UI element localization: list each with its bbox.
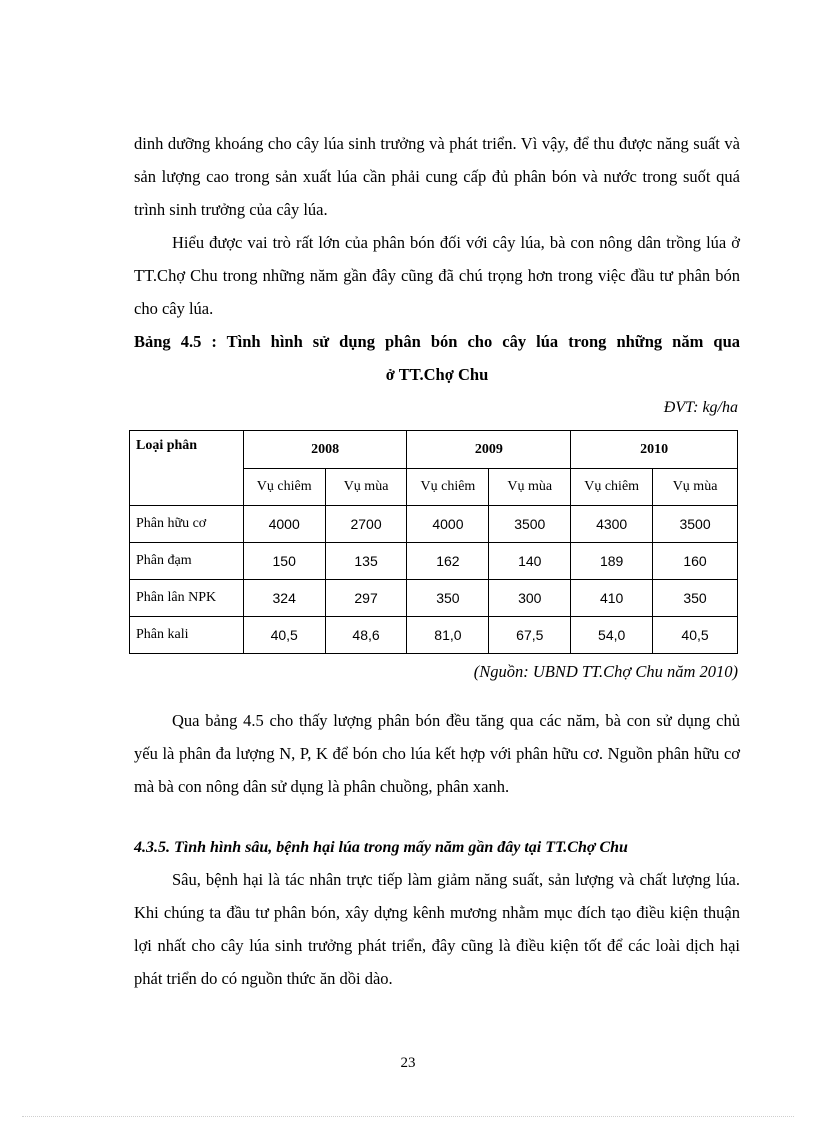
unit-note: ĐVT: kg/ha xyxy=(663,399,738,416)
table-cell: 140 xyxy=(489,543,571,580)
row-label: Phân đạm xyxy=(130,543,244,580)
table-row xyxy=(130,617,738,654)
table-cell: 162 xyxy=(407,543,489,580)
paragraph-pests: Sâu, bệnh hại là tác nhân trực tiếp làm giảm năng suất, sản lượng và chất lượng lúa. Khi chúng ta đầu tư phân bón, xây dựng kênh mương nhằm mục đích tạo điều kiện thuận lợi nhất cho cây lúa sinh trưởng phát triển, đây cũng là điều kiện tốt để các loài dịch hại phát triển do có nguồn thức ăn dồi dào. xyxy=(134,870,740,988)
header-season: Vụ chiêm xyxy=(407,469,489,506)
table-cell: 300 xyxy=(489,580,571,617)
table-cell: 48,6 xyxy=(325,617,407,654)
paragraph-nutrition: dinh dưỡng khoáng cho cây lúa sinh trưởng và phát triển. Vì vậy, để thu được năng suất và sản lượng cao trong sản xuất lúa cần phải cung cấp đủ phân bón và nước trong suốt quá trình sinh trưởng của cây lúa. xyxy=(134,134,740,219)
header-season: Vụ chiêm xyxy=(243,469,325,506)
header-season: Vụ mùa xyxy=(489,469,571,506)
header-season: Vụ chiêm xyxy=(571,469,653,506)
row-label: Phân hữu cơ xyxy=(130,506,244,543)
table-caption-line1: Bảng 4.5 : Tình hình sử dụng phân bón cho cây lúa trong những năm qua xyxy=(134,332,740,351)
table-cell: 410 xyxy=(571,580,653,617)
fertilizer-table xyxy=(129,430,738,654)
section-heading: 4.3.5. Tình hình sâu, bệnh hại lúa trong mấy năm gần đây tại TT.Chợ Chu xyxy=(134,839,628,856)
header-year: 2008 xyxy=(243,431,407,469)
table-row xyxy=(130,580,738,617)
table-cell: 40,5 xyxy=(243,617,325,654)
table-row xyxy=(130,543,738,580)
header-year: 2010 xyxy=(571,431,738,469)
row-label: Phân lân NPK xyxy=(130,580,244,617)
table-cell: 3500 xyxy=(489,506,571,543)
table-cell: 4300 xyxy=(571,506,653,543)
header-season: Vụ mùa xyxy=(653,469,738,506)
table-cell: 324 xyxy=(243,580,325,617)
footer-divider xyxy=(22,1116,794,1117)
paragraph-fertilizer-role: Hiểu được vai trò rất lớn của phân bón đối với cây lúa, bà con nông dân trồng lúa ở TT.Chợ Chu trong những năm gần đây cũng đã chú trọng hơn trong việc đầu tư phân bón cho cây lúa. xyxy=(134,233,740,318)
table-cell: 4000 xyxy=(243,506,325,543)
table-cell: 81,0 xyxy=(407,617,489,654)
table-caption xyxy=(134,325,740,391)
table-cell: 189 xyxy=(571,543,653,580)
table-cell: 160 xyxy=(653,543,738,580)
table-cell: 350 xyxy=(407,580,489,617)
table-header-years xyxy=(130,431,738,469)
table-cell: 297 xyxy=(325,580,407,617)
header-fertilizer-type: Loại phân xyxy=(130,431,244,506)
paragraph-table-analysis: Qua bảng 4.5 cho thấy lượng phân bón đều tăng qua các năm, bà con sử dụng chủ yếu là phân đa lượng N, P, K để bón cho lúa kết hợp với phân hữu cơ. Nguồn phân hữu cơ mà bà con nông dân sử dụng là phân chuồng, phân xanh. xyxy=(134,711,740,796)
table-cell: 350 xyxy=(653,580,738,617)
table-cell: 54,0 xyxy=(571,617,653,654)
table-cell: 135 xyxy=(325,543,407,580)
table-row xyxy=(130,506,738,543)
source-note: (Nguồn: UBND TT.Chợ Chu năm 2010) xyxy=(473,662,738,681)
table-cell: 67,5 xyxy=(489,617,571,654)
table-cell: 3500 xyxy=(653,506,738,543)
header-season: Vụ mùa xyxy=(325,469,407,506)
table-cell: 40,5 xyxy=(653,617,738,654)
table-cell: 2700 xyxy=(325,506,407,543)
header-year: 2009 xyxy=(407,431,571,469)
table-cell: 150 xyxy=(243,543,325,580)
page-number: 23 xyxy=(400,1055,416,1071)
table-cell: 4000 xyxy=(407,506,489,543)
row-label: Phân kali xyxy=(130,617,244,654)
table-caption-line2: ở TT.Chợ Chu xyxy=(385,365,489,384)
